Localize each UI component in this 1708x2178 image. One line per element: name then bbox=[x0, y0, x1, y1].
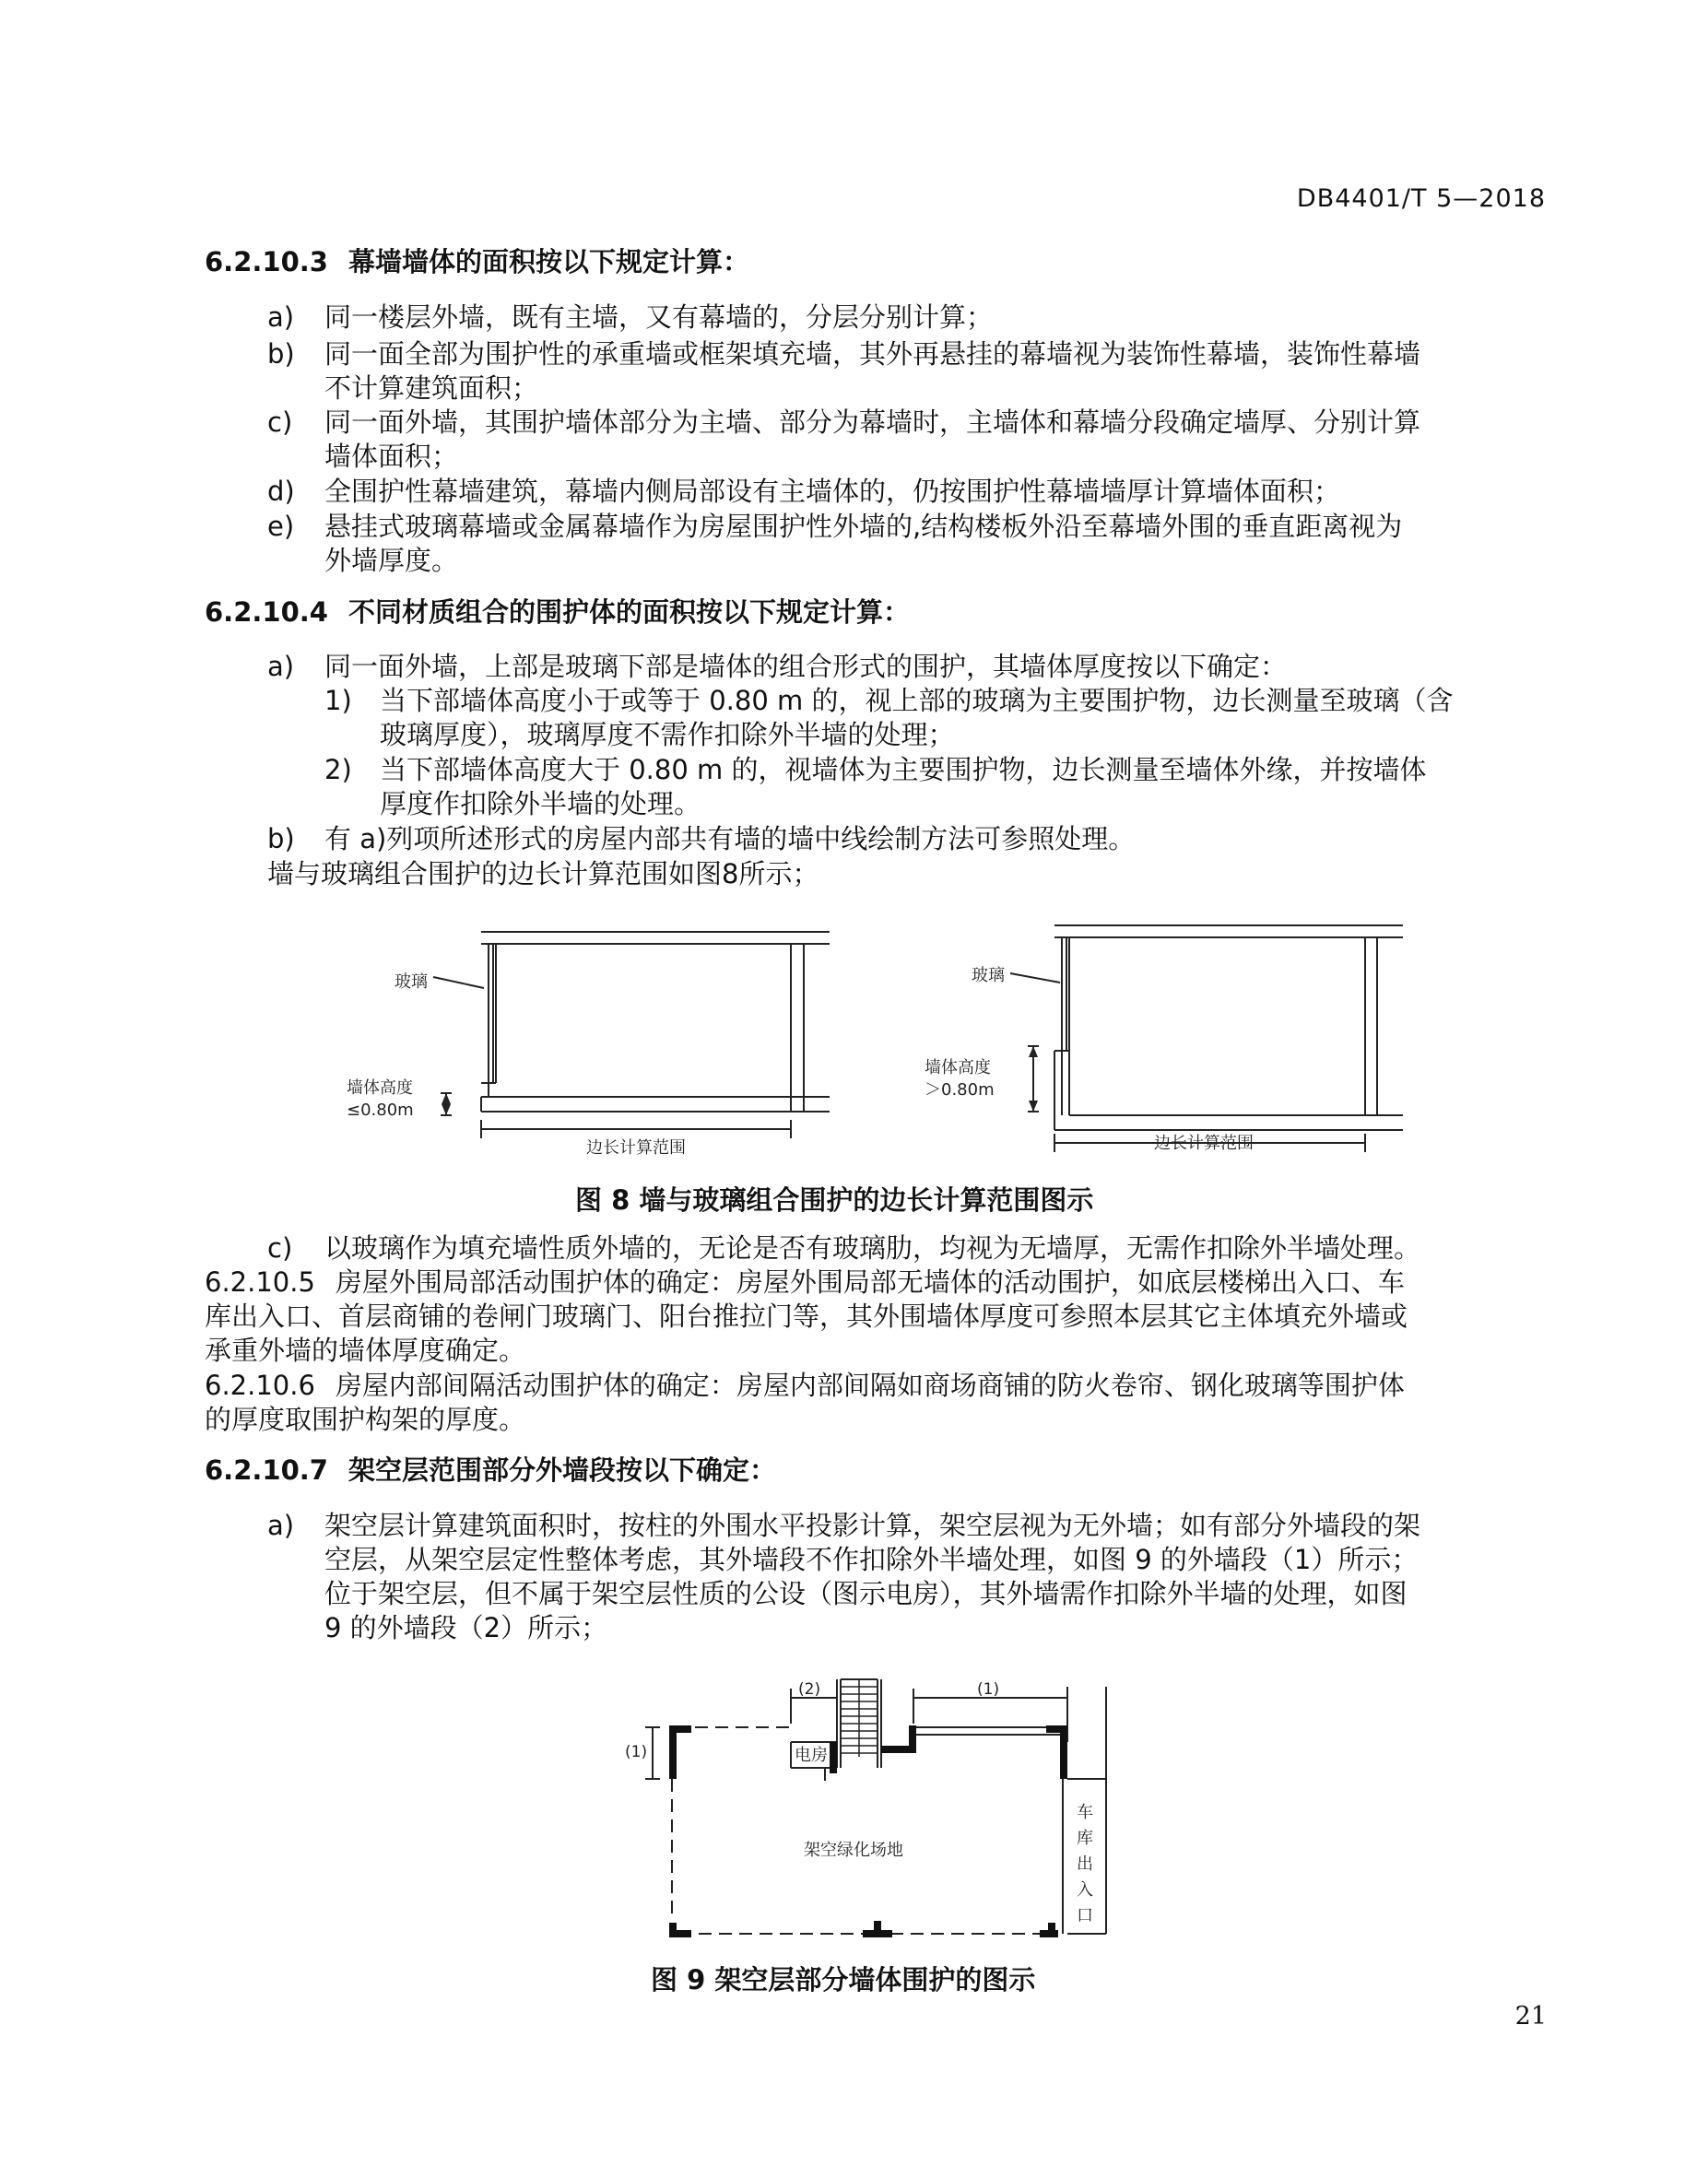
fig9-garage-char: 出 bbox=[1077, 1854, 1093, 1874]
figure-9-caption: 图 9 架空层部分墙体围护的图示 bbox=[651, 1964, 1036, 1996]
list-item-text: 玻璃厚度），玻璃厚度不需作扣除外半墙的处理； bbox=[380, 719, 955, 750]
list-item-text: 架空层计算建筑面积时，按柱的外围水平投影计算，架空层视为无外墙；如有部分外墙段的架 bbox=[324, 1510, 1421, 1541]
list-item-text: 当下部墙体高度小于或等于 0.80 m 的，视上部的玻璃为主要围护物，边长测量至玻璃（含 bbox=[380, 685, 1454, 716]
fig9-segment-1-label: (1) bbox=[977, 1680, 1000, 1699]
figure-8-caption: 图 8 墙与玻璃组合围护的边长计算范围图示 bbox=[575, 1184, 1094, 1216]
fig8-left-glass-label: 玻璃 bbox=[395, 972, 428, 992]
list-marker: b) bbox=[267, 338, 295, 370]
fig8-left-wall-height-label: 墙体高度 bbox=[347, 1078, 413, 1098]
section-title: 不同材质组合的围护体的面积按以下规定计算： bbox=[347, 596, 910, 628]
list-marker: c) bbox=[267, 406, 293, 438]
section-number: 6.2.10.6 bbox=[205, 1370, 315, 1401]
list-item-text: 墙体面积； bbox=[324, 441, 459, 472]
fig9-garage-char: 入 bbox=[1077, 1880, 1093, 1900]
fig9-garage-char: 车 bbox=[1077, 1803, 1093, 1822]
list-item-text: 同一楼层外墙，既有主墙，又有幕墙的，分层分别计算； bbox=[324, 301, 994, 333]
list-item-text: 全围护性幕墙建筑，幕墙内侧局部设有主墙体的，仍按围护性幕墙墙厚计算墙体面积； bbox=[324, 476, 1341, 507]
list-marker: a) bbox=[267, 651, 295, 682]
document-id: DB4401/T 5—2018 bbox=[1296, 184, 1546, 213]
fig9-area-label: 架空绿化场地 bbox=[804, 1841, 903, 1860]
list-item-text: 同一面外墙，其围护墙体部分为主墙、部分为幕墙时，主墙体和幕墙分段确定墙厚、分别计算 bbox=[324, 406, 1421, 438]
list-marker: b) bbox=[267, 823, 295, 854]
list-marker: 1) bbox=[324, 685, 352, 716]
section-number: 6.2.10.3 bbox=[205, 246, 328, 277]
list-item-text: 当下部墙体高度大于 0.80 m 的，视墙体为主要围护物，边长测量至墙体外缘，并按墙体 bbox=[380, 754, 1427, 785]
list-item-text: 有 a)列项所述形式的房屋内部共有墙的墙中线绘制方法可参照处理。 bbox=[324, 823, 1136, 854]
list-item-text: 位于架空层，但不属于架空层性质的公设（图示电房），其外墙需作扣除外半墙的处理，如图 bbox=[324, 1578, 1408, 1609]
figure-reference-note: 墙与玻璃组合围护的边长计算范围如图8所示； bbox=[267, 858, 819, 889]
list-item-text: 悬挂式玻璃幕墙或金属幕墙作为房屋围护性外墙的,结构楼板外沿至幕墙外围的垂直距离视为 bbox=[324, 511, 1403, 542]
paragraph-line: 库出入口、首层商铺的卷闸门玻璃门、阳台推拉门等，其外围墙体厚度可参照本层其它主体填充外墙或 bbox=[205, 1301, 1408, 1332]
list-item-text: 外墙厚度。 bbox=[324, 545, 459, 576]
fig9-garage-char: 口 bbox=[1077, 1906, 1093, 1925]
page-number: 21 bbox=[1514, 2002, 1547, 2031]
paragraph-line: 房屋外围局部活动围护体的确定：房屋外围局部无墙体的活动围护，如底层楼梯出入口、车 bbox=[335, 1266, 1405, 1298]
list-marker: 2) bbox=[324, 754, 352, 785]
paragraph-line: 承重外墙的墙体厚度确定。 bbox=[205, 1335, 526, 1366]
fig8-right-wall-height-label: 墙体高度 bbox=[925, 1058, 991, 1077]
list-item-text: 空层，从架空层定性整体考虑，其外墙段不作扣除外半墙处理，如图 9 的外墙段（1）所示； bbox=[324, 1544, 1419, 1575]
fig9-segment-2-label: (2) bbox=[798, 1680, 821, 1699]
section-number: 6.2.10.4 bbox=[205, 596, 328, 628]
fig9-garage-char: 库 bbox=[1077, 1829, 1093, 1848]
list-item-text: 厚度作扣除外半墙的处理。 bbox=[380, 788, 701, 819]
list-marker: a) bbox=[267, 301, 295, 333]
section-number: 6.2.10.5 bbox=[205, 1266, 315, 1298]
paragraph-line: 房屋内部间隔活动围护体的确定：房屋内部间隔如商场商铺的防火卷帘、钢化玻璃等围护体 bbox=[335, 1370, 1405, 1401]
fig9-segment-1-left-label: (1) bbox=[625, 1743, 648, 1761]
list-item-text: 以玻璃作为填充墙性质外墙的，无论是否有玻璃肋，均视为无墙厚，无需作扣除外半墙处理。 bbox=[324, 1232, 1421, 1264]
fig8-right-wall-height-value: ＞0.80m bbox=[925, 1080, 995, 1100]
section-title: 架空层范围部分外墙段按以下确定： bbox=[347, 1454, 776, 1486]
list-item-text: 9 的外墙段（2）所示； bbox=[324, 1612, 608, 1643]
fig9-electrical-room-label: 电房 bbox=[795, 1746, 828, 1765]
list-marker: e) bbox=[267, 511, 295, 542]
list-marker: c) bbox=[267, 1232, 293, 1264]
fig8-right-glass-label: 玻璃 bbox=[972, 966, 1005, 985]
section-number: 6.2.10.7 bbox=[205, 1454, 328, 1486]
list-marker: a) bbox=[267, 1510, 295, 1541]
list-item-text: 同一面外墙，上部是玻璃下部是墙体的组合形式的围护，其墙体厚度按以下确定： bbox=[324, 651, 1288, 682]
list-item-text: 同一面全部为围护性的承重墙或框架填充墙，其外再悬挂的幕墙视为装饰性幕墙，装饰性幕墙 bbox=[324, 338, 1421, 370]
fig8-left-wall-height-value: ≤0.80m bbox=[347, 1101, 414, 1120]
section-title: 幕墙墙体的面积按以下规定计算： bbox=[347, 246, 749, 277]
fig8-right-range-label: 边长计算范围 bbox=[1154, 1134, 1254, 1153]
fig8-left-range-label: 边长计算范围 bbox=[586, 1138, 686, 1158]
paragraph-line: 的厚度取围护构架的厚度。 bbox=[205, 1404, 526, 1435]
list-item-text: 不计算建筑面积； bbox=[324, 372, 539, 404]
list-marker: d) bbox=[267, 476, 295, 507]
